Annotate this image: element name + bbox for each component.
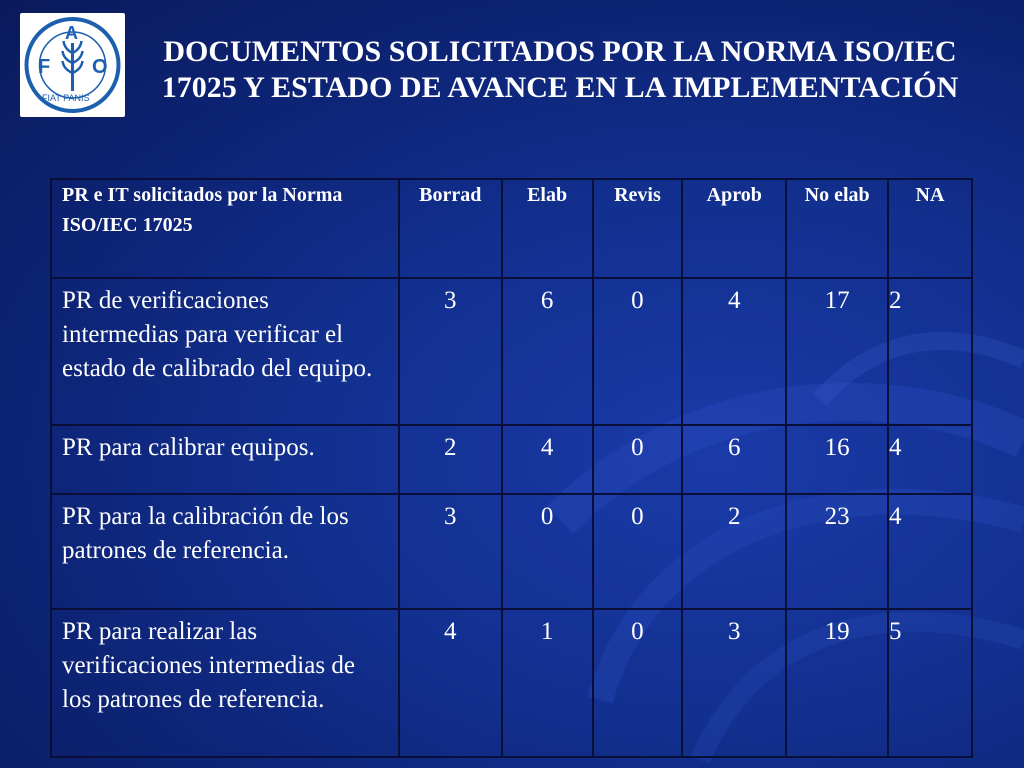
cell-no-elab: 23 <box>786 494 888 609</box>
cell-revis: 0 <box>593 278 682 425</box>
logo-letter-right: O <box>92 56 108 78</box>
cell-aprob: 3 <box>682 609 786 757</box>
cell-revis: 0 <box>593 494 682 609</box>
header-cell-document: PR e IT solicitados por la Norma ISO/IEC 17025 <box>51 179 399 278</box>
logo-letter-top: A <box>65 23 78 43</box>
fao-logo <box>20 13 125 117</box>
header-cell-elab: Elab <box>502 179 593 278</box>
table-row <box>51 425 972 494</box>
cell-na: 2 <box>888 278 972 425</box>
header-cell-na: NA <box>888 179 972 278</box>
row-label: PR de verificaciones intermedias para verificar el estado de calibrado del equipo. <box>51 278 399 425</box>
table-row <box>51 494 972 609</box>
cell-borrad: 4 <box>399 609 502 757</box>
cell-na: 4 <box>888 425 972 494</box>
slide-title: DOCUMENTOS SOLICITADOS POR LA NORMA ISO/IEC 17025 Y ESTADO DE AVANCE EN LA IMPLEMENTACIÓN <box>161 35 959 104</box>
cell-no-elab: 17 <box>786 278 888 425</box>
cell-elab: 4 <box>502 425 593 494</box>
fao-emblem-icon <box>20 13 125 117</box>
row-label: PR para realizar las verificaciones intermedias de los patrones de referencia. <box>51 609 399 757</box>
header-cell-aprob: Aprob <box>682 179 786 278</box>
table-row <box>51 609 972 757</box>
cell-aprob: 6 <box>682 425 786 494</box>
header-cell-borrad: Borrad <box>399 179 502 278</box>
cell-borrad: 3 <box>399 278 502 425</box>
cell-no-elab: 19 <box>786 609 888 757</box>
cell-revis: 0 <box>593 425 682 494</box>
cell-elab: 0 <box>502 494 593 609</box>
cell-na: 5 <box>888 609 972 757</box>
cell-revis: 0 <box>593 609 682 757</box>
header-cell-revis: Revis <box>593 179 682 278</box>
logo-letter-left: F <box>38 56 51 78</box>
table-row <box>51 278 972 425</box>
row-label: PR para calibrar equipos. <box>51 425 399 494</box>
cell-aprob: 2 <box>682 494 786 609</box>
cell-borrad: 3 <box>399 494 502 609</box>
cell-no-elab: 16 <box>786 425 888 494</box>
cell-elab: 1 <box>502 609 593 757</box>
row-label: PR para la calibración de los patrones de referencia. <box>51 494 399 609</box>
documents-table <box>50 178 973 758</box>
cell-elab: 6 <box>502 278 593 425</box>
header-cell-no-elab: No elab <box>786 179 888 278</box>
cell-aprob: 4 <box>682 278 786 425</box>
table-header-row <box>51 179 972 278</box>
logo-motto: FIAT PANIS <box>42 93 90 103</box>
cell-na: 4 <box>888 494 972 609</box>
cell-borrad: 2 <box>399 425 502 494</box>
